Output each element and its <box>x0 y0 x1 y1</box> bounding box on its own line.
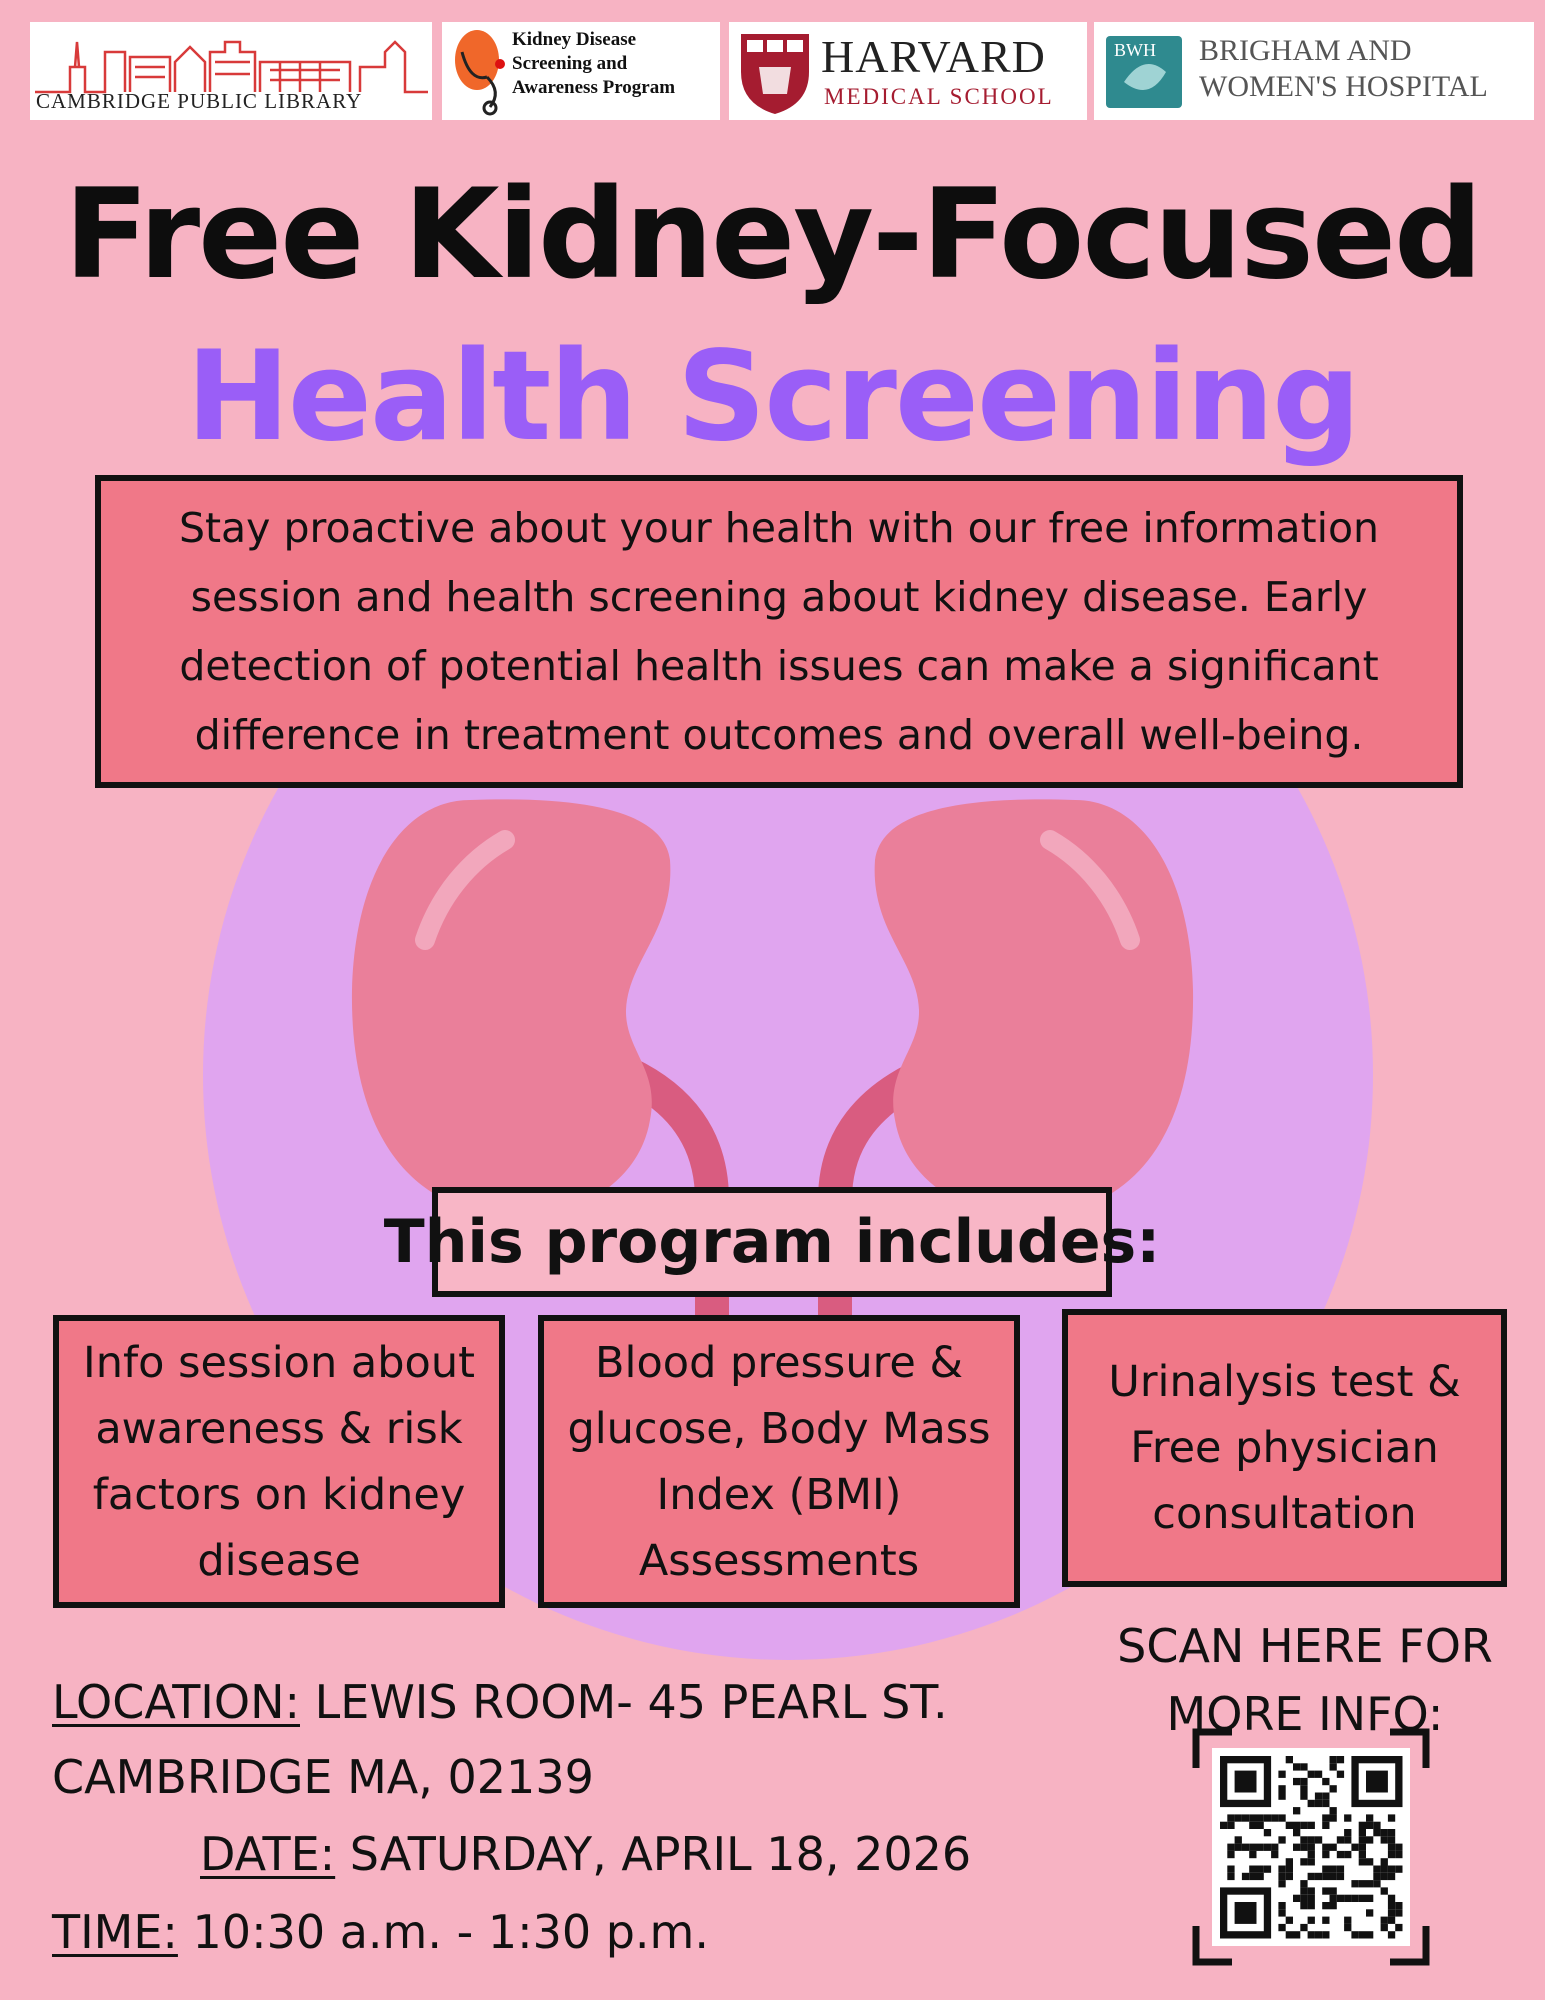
time-line <box>52 1905 709 1959</box>
headline-line-1: Free Kidney-Focused <box>64 163 1481 307</box>
brigham-wordmark: BRIGHAM AND <box>1199 34 1412 67</box>
library-name: CAMBRIDGE PUBLIC LIBRARY <box>36 89 363 113</box>
location-label: LOCATION: <box>52 1675 300 1729</box>
card-blood-pressure <box>538 1315 1020 1608</box>
time-label: TIME: <box>52 1905 178 1959</box>
right-kidney <box>875 799 1193 1215</box>
date-line <box>200 1827 971 1881</box>
time-value: 10:30 a.m. - 1:30 p.m. <box>177 1905 709 1959</box>
left-kidney <box>352 799 670 1215</box>
city-line: CAMBRIDGE MA, 02139 <box>52 1750 594 1804</box>
location-line <box>52 1675 948 1729</box>
date-label: DATE: <box>200 1827 336 1881</box>
card-info-session <box>53 1315 505 1608</box>
bwh-badge-text: BWH <box>1114 40 1156 60</box>
card-urinalysis-text: Urinalysis test & Free physician consultation <box>1108 1357 1461 1539</box>
womens-hospital-wordmark: WOMEN'S HOSPITAL <box>1199 70 1488 103</box>
card-info-session-text: Info session about awareness & risk factors on kidney disease <box>83 1337 475 1586</box>
headline-line-2: Health Screening <box>186 325 1359 469</box>
medical-school-wordmark: MEDICAL SCHOOL <box>824 84 1054 109</box>
intro-text: Stay proactive about your health with our free information session and health screening about kidney disease. Early detection of potential health issues can make a significant difference in treatment outcomes and overall well-being. <box>178 503 1380 759</box>
qr-code[interactable] <box>1192 1728 1430 1966</box>
date-value: SATURDAY, APRIL 18, 2026 <box>335 1827 972 1881</box>
card-urinalysis <box>1062 1309 1507 1587</box>
card-blood-pressure-text: Blood pressure & glucose, Body Mass Index (BMI) Assessments <box>567 1337 991 1586</box>
qr-code-icon[interactable] <box>1192 1728 1430 1966</box>
scan-instruction: SCAN HERE FOR MORE INFO: <box>1117 1619 1493 1741</box>
program-includes-title: This program includes: <box>383 1207 1161 1277</box>
intro-box <box>95 475 1463 788</box>
kidney-program-name: Kidney Disease Screening and Awareness Program <box>512 29 676 98</box>
harvard-wordmark: HARVARD <box>821 31 1046 82</box>
location-value: LEWIS ROOM- 45 PEARL ST. <box>300 1675 948 1729</box>
program-includes-box <box>383 1187 1161 1297</box>
